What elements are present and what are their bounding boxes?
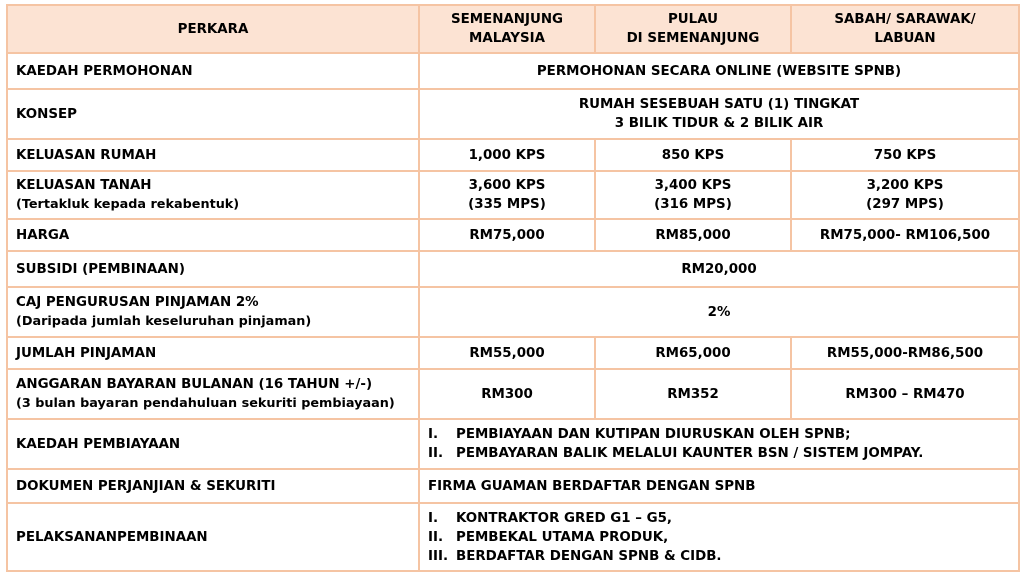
- row-kaedah-permohonan: [7, 53, 1019, 89]
- row-dokumen-perjanjian: [7, 469, 1019, 503]
- row-label: JUMLAH PINJAMAN: [7, 337, 419, 369]
- row-label: KAEDAH PERMOHONAN: [7, 53, 419, 89]
- row-value: RUMAH SESEBUAH SATU (1) TINGKAT 3 BILIK TIDUR & 2 BILIK AIR: [419, 89, 1019, 139]
- cell-sabah: RM75,000- RM106,500: [791, 219, 1019, 251]
- row-note: (3 bulan bayaran pendahuluan sekuriti pembiayaan): [16, 396, 395, 411]
- row-label: KELUASAN TANAH (Tertakluk kepada rekabentuk): [7, 171, 419, 219]
- header-sabah-sarawak-labuan: SABAH/ SARAWAK/ LABUAN: [791, 5, 1019, 53]
- list-item: I. KONTRAKTOR GRED G1 – G5,: [428, 510, 672, 526]
- row-harga: [7, 219, 1019, 251]
- row-label: SUBSIDI (PEMBINAAN): [7, 251, 419, 287]
- row-value: PERMOHONAN SECARA ONLINE (WEBSITE SPNB): [419, 53, 1019, 89]
- cell-semenanjung: 1,000 KPS: [419, 139, 595, 171]
- header-perkara: PERKARA: [7, 5, 419, 53]
- pembiayaan-list: [428, 425, 1010, 463]
- cell-pulau: RM85,000: [595, 219, 791, 251]
- row-value: [419, 503, 1019, 571]
- row-konsep: [7, 89, 1019, 139]
- header-pulau: PULAU DI SEMENANJUNG: [595, 5, 791, 53]
- header-row: [7, 5, 1019, 53]
- cell-semenanjung: RM75,000: [419, 219, 595, 251]
- row-value: 2%: [419, 287, 1019, 337]
- cell-pulau: 850 KPS: [595, 139, 791, 171]
- row-label: KELUASAN RUMAH: [7, 139, 419, 171]
- cell-pulau: 3,400 KPS (316 MPS): [595, 171, 791, 219]
- row-caj-pengurusan: [7, 287, 1019, 337]
- header-semenanjung: SEMENANJUNG MALAYSIA: [419, 5, 595, 53]
- row-pelaksanaan-pembinaan: [7, 503, 1019, 571]
- row-value: FIRMA GUAMAN BERDAFTAR DENGAN SPNB: [419, 469, 1019, 503]
- row-value: [419, 419, 1019, 469]
- row-label: ANGGARAN BAYARAN BULANAN (16 TAHUN +/-) (3 bulan bayaran pendahuluan sekuriti pembiayaan): [7, 369, 419, 419]
- cell-sabah: 3,200 KPS (297 MPS): [791, 171, 1019, 219]
- cell-pulau: RM352: [595, 369, 791, 419]
- row-subsidi: [7, 251, 1019, 287]
- row-label: CAJ PENGURUSAN PINJAMAN 2% (Daripada jumlah keseluruhan pinjaman): [7, 287, 419, 337]
- list-item: I. PEMBIAYAAN DAN KUTIPAN DIURUSKAN OLEH SPNB;: [428, 427, 851, 442]
- cell-sabah: RM300 – RM470: [791, 369, 1019, 419]
- row-label: HARGA: [7, 219, 419, 251]
- cell-sabah: 750 KPS: [791, 139, 1019, 171]
- cell-pulau: RM65,000: [595, 337, 791, 369]
- row-note: (Daripada jumlah keseluruhan pinjaman): [16, 314, 312, 329]
- spnb-comparison-table: [6, 4, 1020, 572]
- list-item: III. BERDAFTAR DENGAN SPNB & CIDB.: [428, 548, 722, 564]
- pelaksanaan-list: [428, 509, 1010, 566]
- row-note: (Tertakluk kepada rekabentuk): [16, 197, 240, 212]
- cell-semenanjung: 3,600 KPS (335 MPS): [419, 171, 595, 219]
- cell-sabah: RM55,000-RM86,500: [791, 337, 1019, 369]
- list-item: II. PEMBAYARAN BALIK MELALUI KAUNTER BSN / SISTEM JOMPAY.: [428, 446, 924, 461]
- list-item: II. PEMBEKAL UTAMA PRODUK,: [428, 529, 669, 545]
- row-label: KONSEP: [7, 89, 419, 139]
- cell-semenanjung: RM55,000: [419, 337, 595, 369]
- row-value: RM20,000: [419, 251, 1019, 287]
- row-label: KAEDAH PEMBIAYAAN: [7, 419, 419, 469]
- row-label: DOKUMEN PERJANJIAN & SEKURITI: [7, 469, 419, 503]
- row-jumlah-pinjaman: [7, 337, 1019, 369]
- row-keluasan-rumah: [7, 139, 1019, 171]
- row-keluasan-tanah: [7, 171, 1019, 219]
- row-kaedah-pembiayaan: [7, 419, 1019, 469]
- cell-semenanjung: RM300: [419, 369, 595, 419]
- row-anggaran-bayaran: [7, 369, 1019, 419]
- row-label: PELAKSANANPEMBINAAN: [7, 503, 419, 571]
